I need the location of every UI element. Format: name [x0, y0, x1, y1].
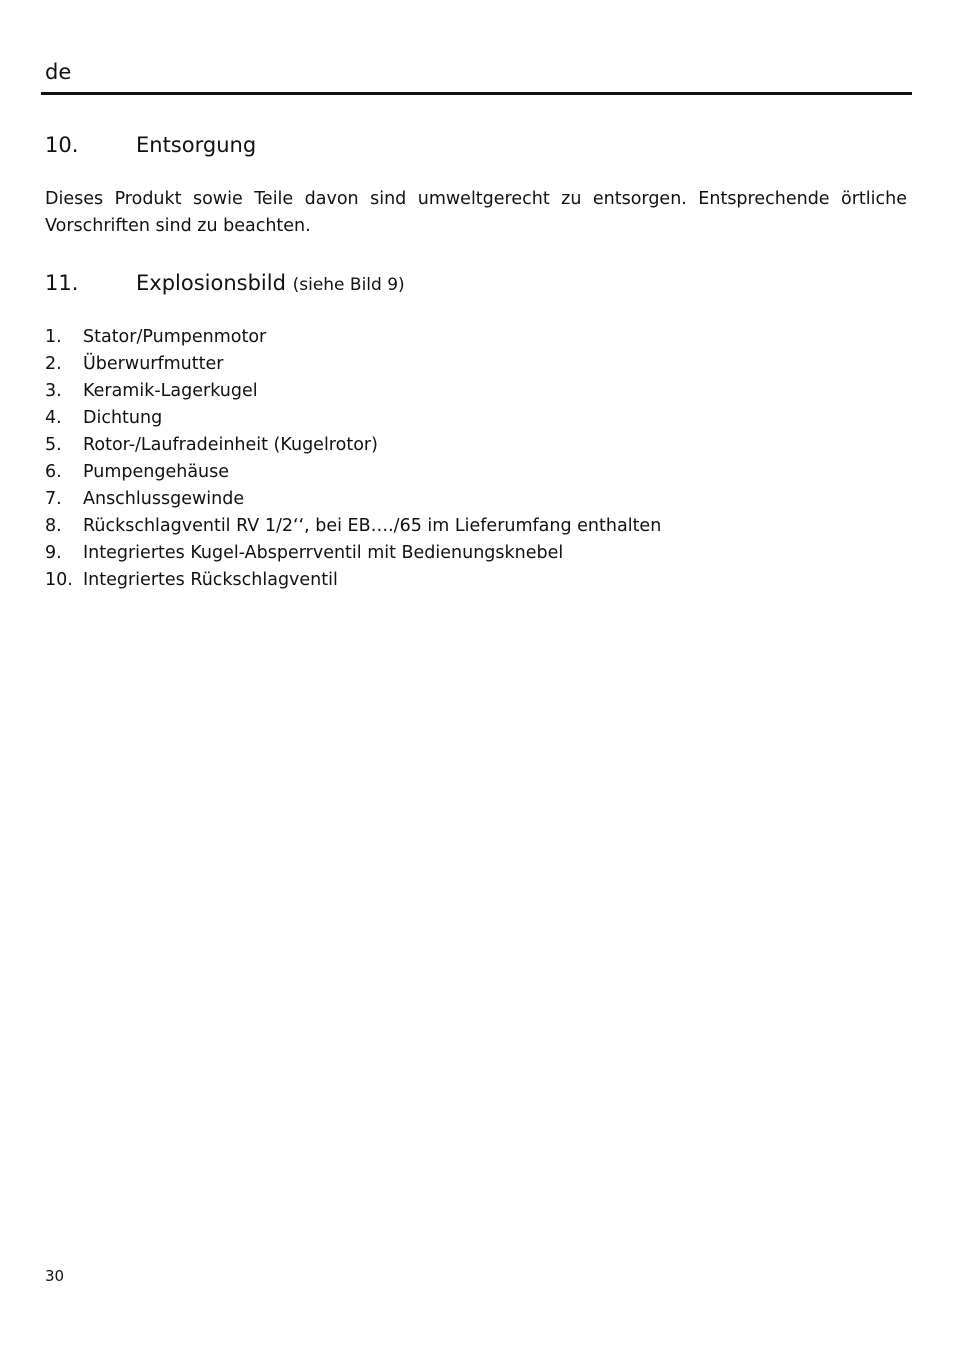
- list-item-label: Integriertes Kugel-Absperrventil mit Bedienungsknebel: [83, 543, 564, 563]
- list-item-label: Stator/Pumpenmotor: [83, 327, 267, 347]
- list-item-number: 9.: [45, 543, 62, 563]
- list-item: [45, 378, 661, 405]
- list-item-label: Anschlussgewinde: [83, 489, 245, 509]
- list-item-number: 7.: [45, 489, 62, 509]
- page-number: 30: [45, 1267, 65, 1285]
- section-title: Explosionsbild: [136, 271, 286, 295]
- list-item-label: Integriertes Rückschlagventil: [83, 570, 338, 590]
- list-item: [45, 567, 661, 594]
- list-item: [45, 351, 661, 378]
- section-heading-disposal: [45, 132, 256, 158]
- list-item-number: 8.: [45, 516, 62, 536]
- section-subtitle: (siehe Bild 9): [292, 275, 405, 295]
- list-item-number: 1.: [45, 327, 62, 347]
- list-item-label: Pumpengehäuse: [83, 462, 230, 482]
- section-heading-exploded-view: [45, 270, 405, 298]
- list-item-number: 4.: [45, 408, 62, 428]
- list-item-number: 2.: [45, 354, 62, 374]
- section-number: 10.: [45, 133, 79, 157]
- list-item: [45, 513, 661, 540]
- list-item-label: Dichtung: [83, 408, 163, 428]
- list-item-label: Rotor-/Laufradeinheit (Kugelrotor): [83, 435, 378, 455]
- list-item-number: 10.: [45, 570, 73, 590]
- list-item: [45, 324, 661, 351]
- disposal-paragraph: Dieses Produkt sowie Teile davon sind umweltgerecht zu entsorgen. Entsprechende örtliche Vorschriften sind zu beachten.: [45, 189, 907, 236]
- list-item: [45, 405, 661, 432]
- list-item-number: 6.: [45, 462, 62, 482]
- section-number: 11.: [45, 271, 79, 295]
- list-item-number: 3.: [45, 381, 62, 401]
- section-title: Entsorgung: [136, 133, 257, 157]
- list-item-label: Keramik-Lagerkugel: [83, 381, 258, 401]
- parts-list: [45, 324, 661, 594]
- list-item-label: Rückschlagventil RV 1/2‘‘, bei EB…./65 im Lieferumfang enthalten: [83, 516, 662, 536]
- list-item: [45, 432, 661, 459]
- language-label: de: [45, 60, 72, 84]
- header-rule: [41, 92, 912, 95]
- list-item: [45, 540, 661, 567]
- list-item-number: 5.: [45, 435, 62, 455]
- list-item-label: Überwurfmutter: [83, 354, 224, 374]
- list-item: [45, 459, 661, 486]
- list-item: [45, 486, 661, 513]
